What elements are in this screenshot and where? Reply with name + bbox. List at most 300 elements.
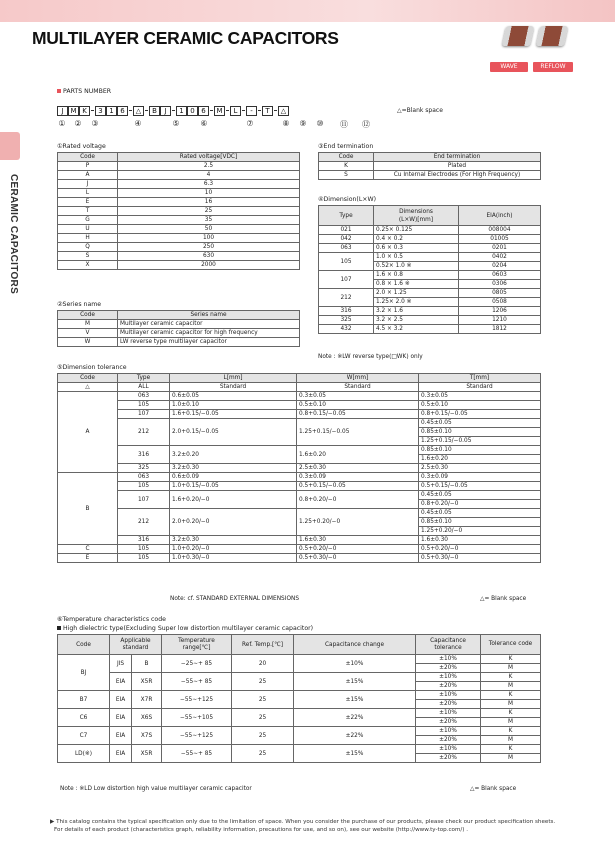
tolerance-cell: ±20% bbox=[416, 736, 481, 745]
part-position-number: ⑥ bbox=[200, 119, 208, 128]
code-cell: LD(※) bbox=[58, 745, 110, 763]
table-cell: 0.45±0.05 bbox=[419, 509, 541, 518]
col-header: Code bbox=[58, 311, 118, 320]
table-cell: V bbox=[58, 329, 118, 338]
table-cell: 25 bbox=[232, 691, 294, 709]
part-char-box: 6 bbox=[117, 106, 128, 116]
part-separator bbox=[172, 110, 175, 111]
table-cell: 25 bbox=[232, 709, 294, 727]
col-header: Tolerance code bbox=[481, 635, 541, 655]
table-cell: 0.5+0.15/−0.05 bbox=[297, 482, 419, 491]
col-header: Type bbox=[319, 206, 374, 226]
table-cell: 212 bbox=[118, 419, 170, 446]
col-header: Ref. Temp.[℃] bbox=[232, 635, 294, 655]
table-cell: 0.85±0.10 bbox=[419, 446, 541, 455]
table-cell: 0508 bbox=[459, 298, 541, 307]
table-cell: 0.3±0.09 bbox=[419, 473, 541, 482]
table-cell: X5R bbox=[132, 673, 162, 691]
tolerance-note: Note: cf. STANDARD EXTERNAL DIMENSIONS bbox=[170, 596, 300, 602]
table-cell: 0.8+0.15/−0.05 bbox=[419, 410, 541, 419]
table-row bbox=[58, 261, 300, 270]
table-cell: ±15% bbox=[294, 745, 416, 763]
table-row bbox=[58, 410, 541, 419]
tolerance-blank-legend: △= Blank space bbox=[480, 596, 527, 602]
rated-voltage-title: ①Rated voltage bbox=[57, 143, 106, 150]
tolerance-cell: ±10% bbox=[416, 709, 481, 718]
table-cell: 0.5±0.10 bbox=[419, 401, 541, 410]
part-position-number: ① bbox=[58, 119, 66, 128]
footer-disclaimer bbox=[50, 818, 580, 834]
table-cell: 0306 bbox=[459, 280, 541, 289]
part-char-box: T bbox=[262, 106, 273, 116]
part-position-number: ⑦ bbox=[246, 119, 254, 128]
table-cell: 1.6+0.15/−0.05 bbox=[170, 410, 297, 419]
tolerance-code-cell: M bbox=[481, 754, 541, 763]
col-header: L[mm] bbox=[170, 374, 297, 383]
table-cell: 107 bbox=[118, 491, 170, 509]
footer-line-2: For details of each product (characteristics graph, reliability information, precautions for use, and so on), see our website (http://www.ty-top.com/) . bbox=[54, 827, 469, 833]
table-cell: 0201 bbox=[459, 244, 541, 253]
temp-char-title: ⑥Temperature characteristics code bbox=[57, 616, 166, 623]
temp-char-subtitle-text: High dielectric type(Excluding Super low distortion multilayer ceramic capacitor) bbox=[63, 625, 314, 632]
table-cell: 0.8+0.20/−0 bbox=[297, 491, 419, 509]
wave-badge: WAVE bbox=[490, 62, 528, 72]
table-header-row bbox=[58, 374, 541, 383]
col-header: Code bbox=[58, 635, 110, 655]
table-cell: △ bbox=[58, 383, 118, 392]
part-char-box: - bbox=[246, 106, 257, 116]
table-cell: Q bbox=[58, 243, 118, 252]
part-char-box: 3 bbox=[95, 106, 106, 116]
tolerance-code-cell: K bbox=[481, 745, 541, 754]
part-position-number: ⑨ bbox=[299, 119, 307, 128]
table-cell: B bbox=[132, 655, 162, 673]
page-title: MULTILAYER CERAMIC CAPACITORS bbox=[32, 28, 339, 48]
table-cell: 01005 bbox=[459, 235, 541, 244]
table-cell: 25 bbox=[232, 745, 294, 763]
col-header: Code bbox=[58, 153, 118, 162]
reflow-badge: REFLOW bbox=[533, 62, 573, 72]
code-cell: C6 bbox=[58, 709, 110, 727]
code-cell: C7 bbox=[58, 727, 110, 745]
part-char-box: L bbox=[230, 106, 241, 116]
part-separator bbox=[145, 110, 148, 111]
side-label: CERAMIC CAPACITORS bbox=[8, 174, 19, 295]
table-cell: 105 bbox=[118, 401, 170, 410]
table-cell: 0.45±0.05 bbox=[419, 491, 541, 500]
table-cell: P bbox=[58, 162, 118, 171]
table-cell: W bbox=[58, 338, 118, 347]
table-row bbox=[319, 226, 541, 235]
table-row bbox=[58, 198, 300, 207]
table-cell: 35 bbox=[118, 216, 300, 225]
table-cell: L bbox=[58, 189, 118, 198]
table-cell: Standard bbox=[419, 383, 541, 392]
table-cell: Standard bbox=[170, 383, 297, 392]
table-cell: 0.6±0.05 bbox=[170, 392, 297, 401]
tolerance-cell: ±10% bbox=[416, 745, 481, 754]
table-cell: 0.25× 0.125 bbox=[374, 226, 459, 235]
table-row bbox=[319, 307, 541, 316]
table-cell: 2.0+0.20/−0 bbox=[170, 509, 297, 536]
table-cell: 105 bbox=[118, 554, 170, 563]
table-cell: 316 bbox=[319, 307, 374, 316]
code-cell: A bbox=[58, 392, 118, 473]
table-cell: 0.85±0.10 bbox=[419, 518, 541, 527]
part-position-number: ⑫ bbox=[362, 120, 370, 129]
table-cell: −55∼+ 85 bbox=[162, 673, 232, 691]
col-header: End termination bbox=[374, 153, 541, 162]
table-cell: Standard bbox=[297, 383, 419, 392]
part-separator bbox=[258, 110, 261, 111]
part-char-box: 1 bbox=[106, 106, 117, 116]
side-tab bbox=[0, 132, 20, 160]
table-cell: LW reverse type multilayer capacitor bbox=[118, 338, 300, 347]
table-cell: S bbox=[58, 252, 118, 261]
table-row bbox=[319, 244, 541, 253]
table-row bbox=[58, 320, 300, 329]
series-name-table bbox=[57, 310, 300, 347]
table-cell: 3.2±0.20 bbox=[170, 446, 297, 464]
table-row bbox=[58, 392, 541, 401]
table-cell: 063 bbox=[118, 392, 170, 401]
table-cell: 1.6±0.20 bbox=[419, 455, 541, 464]
col-header: W[mm] bbox=[297, 374, 419, 383]
table-cell: 6.3 bbox=[118, 180, 300, 189]
temp-char-note: Note : ※LD Low distortion high value multilayer ceramic capacitor bbox=[60, 786, 252, 792]
table-cell: 16 bbox=[118, 198, 300, 207]
dimension-note: Note : ※LW reverse type(□WK) only bbox=[318, 354, 423, 360]
part-separator bbox=[242, 110, 245, 111]
part-position-number: ④ bbox=[134, 119, 142, 128]
table-cell: 25 bbox=[232, 673, 294, 691]
table-cell: 0.4 × 0.2 bbox=[374, 235, 459, 244]
table-cell: 1.6±0.30 bbox=[297, 536, 419, 545]
table-cell: T bbox=[58, 207, 118, 216]
table-cell: 0402 bbox=[459, 253, 541, 262]
table-cell: 1.0+0.30/−0 bbox=[170, 554, 297, 563]
part-char-box: J bbox=[57, 106, 68, 116]
table-cell: −55∼+ 85 bbox=[162, 745, 232, 763]
table-cell: 0.8+0.15/−0.05 bbox=[297, 410, 419, 419]
table-cell: −55∼+125 bbox=[162, 691, 232, 709]
end-termination-table bbox=[318, 152, 541, 180]
table-cell: 3.2 × 2.5 bbox=[374, 316, 459, 325]
dimension-tolerance-title: ⑤Dimension tolerance bbox=[57, 364, 127, 371]
table-cell: G bbox=[58, 216, 118, 225]
table-cell: Cu Internal Electrodes (For High Frequency) bbox=[374, 171, 541, 180]
bullet-square-icon bbox=[57, 626, 61, 630]
table-cell: 2.0+0.15/−0.05 bbox=[170, 419, 297, 446]
part-char-box: △ bbox=[133, 106, 144, 116]
table-cell: 2.0 × 1.25 bbox=[374, 289, 459, 298]
table-cell: 0.5+0.15/−0.05 bbox=[419, 482, 541, 491]
table-cell: J bbox=[58, 180, 118, 189]
table-cell: 1.6+0.20/−0 bbox=[170, 491, 297, 509]
table-cell: 0.52× 1.0 ※ bbox=[374, 262, 459, 271]
tolerance-code-cell: K bbox=[481, 709, 541, 718]
code-cell: BJ bbox=[58, 655, 110, 691]
table-cell: ±22% bbox=[294, 727, 416, 745]
table-cell: S bbox=[319, 171, 374, 180]
table-cell: 0.3±0.05 bbox=[419, 392, 541, 401]
table-cell: ±10% bbox=[294, 655, 416, 673]
table-cell: ±15% bbox=[294, 691, 416, 709]
table-cell: X6S bbox=[132, 709, 162, 727]
table-cell: A bbox=[58, 171, 118, 180]
table-cell: 432 bbox=[319, 325, 374, 334]
table-cell: 042 bbox=[319, 235, 374, 244]
table-row bbox=[319, 325, 541, 334]
tolerance-code-cell: M bbox=[481, 736, 541, 745]
table-row bbox=[58, 401, 541, 410]
table-cell: 3.2±0.30 bbox=[170, 464, 297, 473]
table-cell: 316 bbox=[118, 446, 170, 464]
col-header: Capacitance change bbox=[294, 635, 416, 655]
table-cell: 0.3±0.09 bbox=[297, 473, 419, 482]
table-cell: 0.6±0.09 bbox=[170, 473, 297, 482]
table-row bbox=[319, 171, 541, 180]
table-row bbox=[319, 271, 541, 280]
part-separator bbox=[91, 110, 94, 111]
bullet-square-icon bbox=[57, 89, 61, 93]
tolerance-code-cell: K bbox=[481, 727, 541, 736]
parts-number-heading bbox=[57, 88, 111, 95]
table-cell: X7S bbox=[132, 727, 162, 745]
table-cell: 100 bbox=[118, 234, 300, 243]
col-header: EIA(inch) bbox=[459, 206, 541, 226]
part-char-box: 6 bbox=[198, 106, 209, 116]
table-cell: 063 bbox=[118, 473, 170, 482]
table-cell: 1.25× 2.0 ※ bbox=[374, 298, 459, 307]
part-char-box: M bbox=[68, 106, 79, 116]
table-cell: 1.0+0.15/−0.05 bbox=[170, 482, 297, 491]
col-header: Type bbox=[118, 374, 170, 383]
table-cell: M bbox=[58, 320, 118, 329]
col-header: Code bbox=[319, 153, 374, 162]
tolerance-code-cell: K bbox=[481, 655, 541, 664]
table-cell: Multilayer ceramic capacitor bbox=[118, 320, 300, 329]
table-cell: 105 bbox=[118, 545, 170, 554]
table-cell: EIA bbox=[110, 691, 132, 709]
tolerance-cell: ±10% bbox=[416, 691, 481, 700]
col-header: Applicable standard bbox=[110, 635, 162, 655]
table-cell: X5R bbox=[132, 745, 162, 763]
table-cell: E bbox=[58, 198, 118, 207]
part-char-box: K bbox=[79, 106, 90, 116]
table-cell: 021 bbox=[319, 226, 374, 235]
table-cell: 0.6 × 0.3 bbox=[374, 244, 459, 253]
tolerance-cell: ±20% bbox=[416, 718, 481, 727]
table-cell: 1.0±0.10 bbox=[170, 401, 297, 410]
table-cell: 1.6 × 0.8 bbox=[374, 271, 459, 280]
tolerance-cell: ±20% bbox=[416, 664, 481, 673]
col-header: Temperature range[℃] bbox=[162, 635, 232, 655]
dimension-tolerance-table bbox=[57, 373, 541, 563]
table-cell: 1.0+0.20/−0 bbox=[170, 545, 297, 554]
table-cell: Multilayer ceramic capacitor for high frequency bbox=[118, 329, 300, 338]
table-cell: U bbox=[58, 225, 118, 234]
table-cell: 212 bbox=[118, 509, 170, 536]
table-row bbox=[58, 162, 300, 171]
table-cell: 10 bbox=[118, 189, 300, 198]
table-row bbox=[58, 446, 541, 455]
part-separator bbox=[210, 110, 213, 111]
col-header: Series name bbox=[118, 311, 300, 320]
part-separator bbox=[129, 110, 132, 111]
table-cell: −25∼+ 85 bbox=[162, 655, 232, 673]
table-cell: EIA bbox=[110, 745, 132, 763]
part-char-box: J bbox=[160, 106, 171, 116]
table-cell: 1.25+0.20/−0 bbox=[297, 509, 419, 536]
part-position-number: ⑧ bbox=[282, 119, 290, 128]
table-cell: 1812 bbox=[459, 325, 541, 334]
table-cell: ±22% bbox=[294, 709, 416, 727]
dimension-title: ④Dimension(L×W) bbox=[318, 196, 377, 203]
table-cell: 0.5±0.10 bbox=[297, 401, 419, 410]
dimension-table bbox=[318, 205, 541, 334]
table-cell: 105 bbox=[319, 253, 374, 271]
table-cell: K bbox=[319, 162, 374, 171]
top-banner bbox=[0, 0, 615, 22]
table-cell: 0.5+0.20/−0 bbox=[419, 545, 541, 554]
table-cell: 0.8 × 1.6 ※ bbox=[374, 280, 459, 289]
table-row bbox=[58, 216, 300, 225]
table-row bbox=[58, 745, 541, 754]
table-row bbox=[58, 709, 541, 718]
table-cell: EIA bbox=[110, 727, 132, 745]
table-row bbox=[58, 329, 300, 338]
footer-line-1: ▶ This catalog contains the typical specification only due to the limitation of space. When you consider the purchase of our products, please check our product specification sheets. bbox=[50, 819, 556, 825]
part-position-number: ③ bbox=[91, 119, 99, 128]
tolerance-code-cell: M bbox=[481, 682, 541, 691]
table-row bbox=[58, 691, 541, 700]
table-row bbox=[58, 180, 300, 189]
table-cell: 50 bbox=[118, 225, 300, 234]
code-cell: B7 bbox=[58, 691, 110, 709]
table-cell: 0204 bbox=[459, 262, 541, 271]
table-row bbox=[58, 243, 300, 252]
tolerance-cell: ±20% bbox=[416, 682, 481, 691]
table-cell: 0.8+0.20/−0 bbox=[419, 500, 541, 509]
table-cell: JIS bbox=[110, 655, 132, 673]
blank-space-legend: △=Blank space bbox=[397, 107, 443, 114]
table-row bbox=[58, 491, 541, 500]
table-cell: EIA bbox=[110, 673, 132, 691]
table-row bbox=[58, 419, 541, 428]
col-header: T[mm] bbox=[419, 374, 541, 383]
table-cell: 105 bbox=[118, 482, 170, 491]
table-cell: 212 bbox=[319, 289, 374, 307]
tolerance-cell: ±10% bbox=[416, 655, 481, 664]
table-cell: 107 bbox=[319, 271, 374, 289]
tolerance-cell: ±20% bbox=[416, 700, 481, 709]
part-separator bbox=[274, 110, 277, 111]
table-cell: 107 bbox=[118, 410, 170, 419]
part-char-box: 1 bbox=[176, 106, 187, 116]
table-cell: 4 bbox=[118, 171, 300, 180]
table-cell: 250 bbox=[118, 243, 300, 252]
table-cell: EIA bbox=[110, 709, 132, 727]
table-cell: Plated bbox=[374, 162, 541, 171]
tolerance-cell: ±10% bbox=[416, 673, 481, 682]
col-header: Dimensions (L×W)[mm] bbox=[374, 206, 459, 226]
table-cell: X bbox=[58, 261, 118, 270]
table-cell: H bbox=[58, 234, 118, 243]
tolerance-cell: ±20% bbox=[416, 754, 481, 763]
temp-char-blank-legend: △= Blank space bbox=[470, 786, 517, 792]
rated-voltage-table bbox=[57, 152, 300, 270]
table-row bbox=[58, 536, 541, 545]
table-cell: 2.5 bbox=[118, 162, 300, 171]
table-cell: 0.5+0.30/−0 bbox=[419, 554, 541, 563]
part-char-box: B bbox=[149, 106, 160, 116]
table-cell: 325 bbox=[319, 316, 374, 325]
parts-number-heading-text: PARTS NUMBER bbox=[63, 88, 112, 95]
table-cell: 1.25+0.15/−0.05 bbox=[419, 437, 541, 446]
table-cell: 1.6±0.20 bbox=[297, 446, 419, 464]
table-cell: C bbox=[58, 545, 118, 554]
tolerance-code-cell: M bbox=[481, 718, 541, 727]
table-row bbox=[58, 189, 300, 198]
code-cell: B bbox=[58, 473, 118, 545]
part-position-number: ② bbox=[74, 119, 82, 128]
tolerance-code-cell: M bbox=[481, 664, 541, 673]
table-cell: 0.85±0.10 bbox=[419, 428, 541, 437]
series-name-title: ②Series name bbox=[57, 301, 102, 308]
part-char-box: △ bbox=[278, 106, 289, 116]
table-cell: 1.25+0.15/−0.05 bbox=[297, 419, 419, 446]
table-row bbox=[58, 655, 541, 664]
table-row bbox=[58, 234, 300, 243]
table-row bbox=[58, 727, 541, 736]
table-cell: 0805 bbox=[459, 289, 541, 298]
table-cell: −55∼+125 bbox=[162, 727, 232, 745]
table-cell: 1.0 × 0.5 bbox=[374, 253, 459, 262]
temp-char-subtitle bbox=[57, 625, 313, 632]
table-cell: 008004 bbox=[459, 226, 541, 235]
table-cell: 2.5±0.30 bbox=[297, 464, 419, 473]
table-cell: 063 bbox=[319, 244, 374, 253]
table-cell: 630 bbox=[118, 252, 300, 261]
end-termination-title: ③End termination bbox=[318, 143, 374, 150]
table-cell: 0603 bbox=[459, 271, 541, 280]
table-cell: X7R bbox=[132, 691, 162, 709]
table-cell: 20 bbox=[232, 655, 294, 673]
table-row bbox=[58, 207, 300, 216]
table-cell: 1.25+0.20/−0 bbox=[419, 527, 541, 536]
table-cell: 1206 bbox=[459, 307, 541, 316]
table-cell: 25 bbox=[232, 727, 294, 745]
table-cell: 0.5+0.20/−0 bbox=[297, 545, 419, 554]
col-header: Code bbox=[58, 374, 118, 383]
table-cell: 0.45±0.05 bbox=[419, 419, 541, 428]
table-row bbox=[319, 235, 541, 244]
table-cell: ±15% bbox=[294, 673, 416, 691]
table-row bbox=[58, 545, 541, 554]
col-header: Capacitance tolerance bbox=[416, 635, 481, 655]
table-cell: 0.3±0.05 bbox=[297, 392, 419, 401]
table-cell: 25 bbox=[118, 207, 300, 216]
capacitor-chip-image bbox=[536, 26, 568, 46]
table-row bbox=[58, 252, 300, 261]
tolerance-code-cell: M bbox=[481, 700, 541, 709]
table-cell: 4.5 × 3.2 bbox=[374, 325, 459, 334]
capacitor-chip-image bbox=[502, 26, 534, 46]
table-cell: 0.5+0.30/−0 bbox=[297, 554, 419, 563]
table-row bbox=[58, 509, 541, 518]
table-cell: ALL bbox=[118, 383, 170, 392]
